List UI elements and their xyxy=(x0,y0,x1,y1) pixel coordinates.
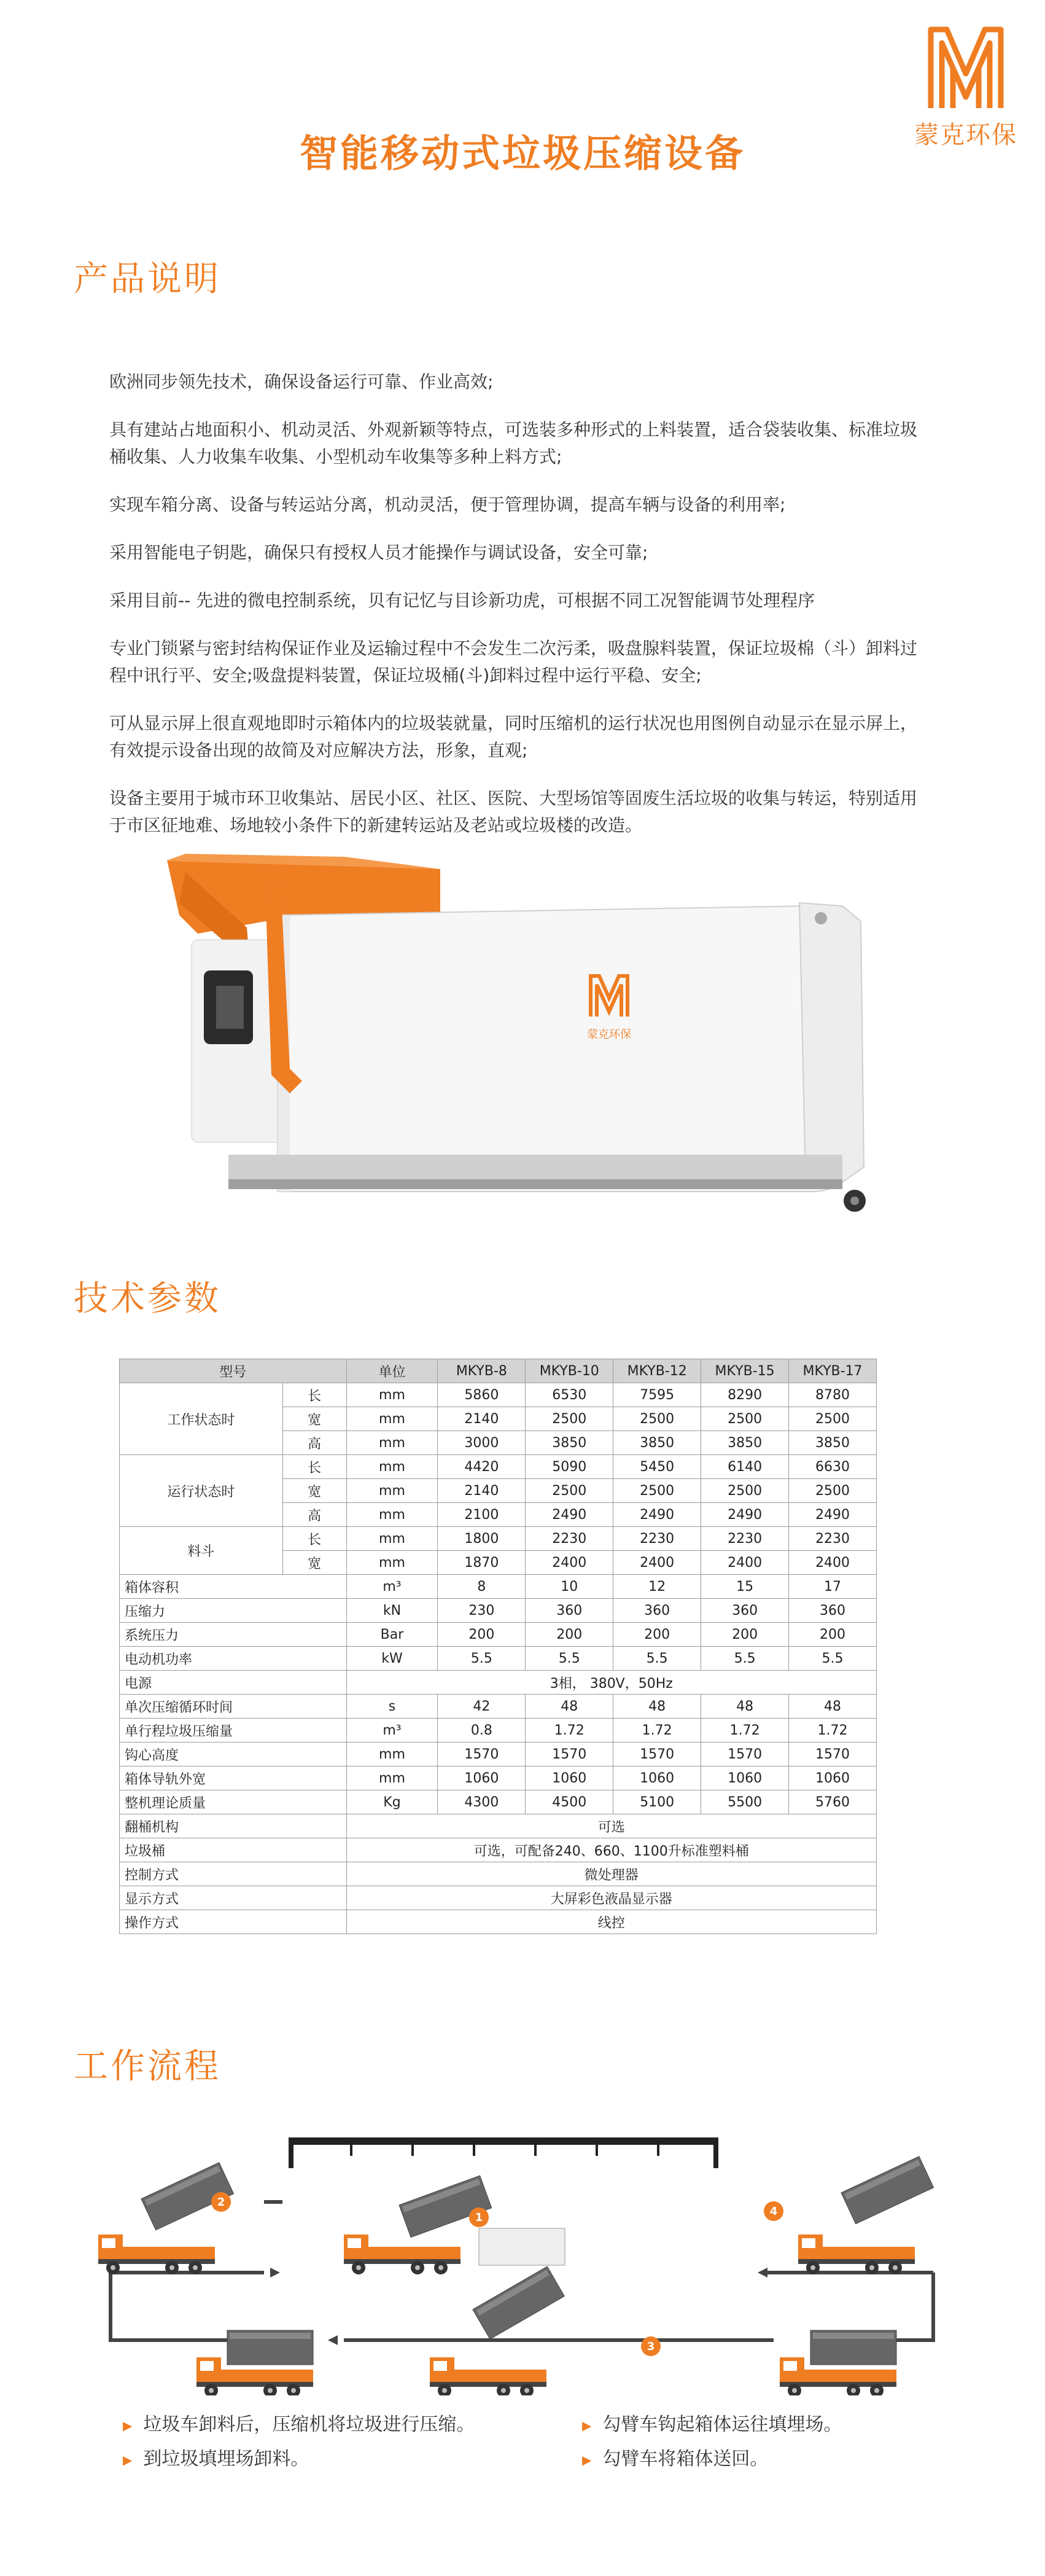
spec-value: 1.72 xyxy=(701,1719,789,1743)
spec-header-cell: MKYB-8 xyxy=(438,1359,526,1383)
spec-label: 系统压力 xyxy=(120,1623,347,1647)
brand-name: 蒙克环保 xyxy=(914,121,1017,149)
spec-span-value: 微处理器 xyxy=(346,1862,876,1886)
spec-value: 8 xyxy=(438,1575,526,1599)
table-row xyxy=(120,1383,877,1407)
description-paragraph: 专业门锁紧与密封结构保证作业及运输过程中不会发生二次污柔，吸盘腺料装置，保证垃圾棉（斗）卸料过程中讯行平、安全;吸盘提料装置，保证垃圾桶(斗)卸料过程中运行平稳、安全; xyxy=(109,638,918,685)
description-paragraph: 采用智能电子钥匙，确保只有授权人员才能操作与调试设备，安全可靠; xyxy=(109,542,648,563)
spec-unit: Kg xyxy=(346,1790,438,1814)
table-row xyxy=(120,1671,877,1695)
spec-header-cell: 型号 xyxy=(120,1359,347,1383)
spec-header-cell: MKYB-10 xyxy=(526,1359,613,1383)
spec-value: 1570 xyxy=(613,1743,701,1766)
spec-value: 2140 xyxy=(438,1479,526,1503)
process-captions-left xyxy=(123,2408,475,2476)
spec-group-label: 料斗 xyxy=(120,1527,283,1575)
spec-label: 电源 xyxy=(120,1671,347,1695)
spec-value: 2490 xyxy=(789,1503,877,1527)
spec-value: 1570 xyxy=(701,1743,789,1766)
spec-group-label: 工作状态时 xyxy=(120,1383,283,1455)
spec-value: 8780 xyxy=(789,1383,877,1407)
spec-value: 1800 xyxy=(438,1527,526,1551)
spec-value: 17 xyxy=(789,1575,877,1599)
spec-span-value: 可选 xyxy=(346,1814,876,1838)
spec-value: 2230 xyxy=(613,1527,701,1551)
spec-header-cell: MKYB-12 xyxy=(613,1359,701,1383)
description-block xyxy=(109,369,932,860)
triangle-bullet-icon: ▶ xyxy=(582,2452,592,2467)
triangle-bullet-icon: ▶ xyxy=(123,2418,133,2433)
spec-value: 2400 xyxy=(526,1551,613,1575)
spec-unit: kN xyxy=(346,1599,438,1623)
table-row xyxy=(120,1575,877,1599)
spec-label: 显示方式 xyxy=(120,1886,347,1910)
triangle-bullet-icon: ▶ xyxy=(123,2452,133,2467)
spec-sub-label: 长 xyxy=(282,1455,346,1479)
spec-value: 48 xyxy=(613,1695,701,1719)
spec-sub-label: 长 xyxy=(282,1383,346,1407)
spec-label: 电动机功率 xyxy=(120,1647,347,1671)
table-row xyxy=(120,1623,877,1647)
spec-header-row xyxy=(120,1359,877,1383)
table-row xyxy=(120,1599,877,1623)
spec-header-cell: 单位 xyxy=(346,1359,438,1383)
spec-value: 200 xyxy=(438,1623,526,1647)
spec-value: 200 xyxy=(701,1623,789,1647)
spec-value: 1060 xyxy=(789,1766,877,1790)
spec-value: 3850 xyxy=(789,1431,877,1455)
spec-value: 3850 xyxy=(613,1431,701,1455)
spec-unit: mm xyxy=(346,1766,438,1790)
spec-value: 2500 xyxy=(526,1407,613,1431)
spec-sub-label: 高 xyxy=(282,1431,346,1455)
spec-span-value: 线控 xyxy=(346,1910,876,1934)
spec-label: 垃圾桶 xyxy=(120,1838,347,1862)
spec-label: 操作方式 xyxy=(120,1910,347,1934)
spec-value: 360 xyxy=(789,1599,877,1623)
description-paragraph: 采用目前-- 先进的微电控制系统，贝有记忆与目诊新功虎，可根据不同工况智能调节处理程序 xyxy=(109,590,815,611)
spec-value: 5.5 xyxy=(789,1647,877,1671)
spec-value: 2500 xyxy=(613,1407,701,1431)
spec-group-label: 运行状态时 xyxy=(120,1455,283,1527)
spec-unit: Bar xyxy=(346,1623,438,1647)
description-paragraph: 可从显示屏上很直观地即时示箱体内的垃圾装就量，同时压缩机的运行状况也用图例自动显示在显示屏上，有效提示设备出现的故简及对应解决方法，形象，直观; xyxy=(109,713,918,760)
spec-value: 2500 xyxy=(789,1407,877,1431)
spec-value: 5.5 xyxy=(613,1647,701,1671)
spec-value: 1060 xyxy=(526,1766,613,1790)
spec-unit: mm xyxy=(346,1743,438,1766)
step-marker-2: 2 xyxy=(217,2196,225,2209)
spec-value: 1.72 xyxy=(789,1719,877,1743)
spec-value: 48 xyxy=(701,1695,789,1719)
spec-value: 1870 xyxy=(438,1551,526,1575)
spec-value: 5100 xyxy=(613,1790,701,1814)
spec-value: 5.5 xyxy=(701,1647,789,1671)
spec-value: 2500 xyxy=(701,1407,789,1431)
spec-value: 2500 xyxy=(789,1479,877,1503)
spec-value: 3850 xyxy=(526,1431,613,1455)
table-row xyxy=(120,1862,877,1886)
spec-value: 4300 xyxy=(438,1790,526,1814)
spec-unit: m³ xyxy=(346,1575,438,1599)
process-caption: ▶ 垃圾车卸料后，压缩机将垃圾进行压缩。 xyxy=(123,2414,475,2435)
spec-unit: mm xyxy=(346,1503,438,1527)
spec-value: 1060 xyxy=(613,1766,701,1790)
description-paragraph: 实现车箱分离、设备与转运站分离，机动灵活，便于管理协调，提高车辆与设备的利用率; xyxy=(109,494,786,515)
spec-value: 6530 xyxy=(526,1383,613,1407)
spec-label: 单次压缩循环时间 xyxy=(120,1695,347,1719)
spec-value: 48 xyxy=(789,1695,877,1719)
spec-value: 6140 xyxy=(701,1455,789,1479)
spec-value: 42 xyxy=(438,1695,526,1719)
spec-value: 5860 xyxy=(438,1383,526,1407)
spec-label: 整机理论质量 xyxy=(120,1790,347,1814)
spec-span-value: 大屏彩色液晶显示器 xyxy=(346,1886,876,1910)
spec-value: 360 xyxy=(526,1599,613,1623)
step-marker-3: 3 xyxy=(647,2340,655,2353)
spec-value: 2400 xyxy=(613,1551,701,1575)
spec-label: 箱体容积 xyxy=(120,1575,347,1599)
spec-unit: m³ xyxy=(346,1719,438,1743)
spec-value: 2400 xyxy=(789,1551,877,1575)
spec-value: 1.72 xyxy=(526,1719,613,1743)
section-title-specs: 技术参数 xyxy=(74,1279,221,1319)
spec-value: 6630 xyxy=(789,1455,877,1479)
spec-value: 2500 xyxy=(526,1479,613,1503)
description-paragraph: 具有建站占地面积小、机动灵活、外观新颖等特点，可选装多种形式的上料装置，适合袋装收集、标准垃圾桶收集、人力收集车收集、小型机动车收集等多种上料方式; xyxy=(109,420,918,467)
spec-span-value: 3相， 380V，50Hz xyxy=(346,1671,876,1695)
spec-value: 2490 xyxy=(613,1503,701,1527)
page-title: 智能移动式垃圾压缩设备 xyxy=(299,131,745,176)
spec-label: 压缩力 xyxy=(120,1599,347,1623)
table-row xyxy=(120,1647,877,1671)
spec-table xyxy=(119,1359,877,1934)
spec-value: 2500 xyxy=(613,1479,701,1503)
spec-value: 15 xyxy=(701,1575,789,1599)
spec-value: 7595 xyxy=(613,1383,701,1407)
spec-unit: mm xyxy=(346,1479,438,1503)
table-row xyxy=(120,1695,877,1719)
spec-value: 1570 xyxy=(526,1743,613,1766)
spec-value: 5090 xyxy=(526,1455,613,1479)
spec-value: 5.5 xyxy=(526,1647,613,1671)
spec-value: 2140 xyxy=(438,1407,526,1431)
spec-value: 2500 xyxy=(701,1479,789,1503)
spec-sub-label: 长 xyxy=(282,1527,346,1551)
spec-unit: mm xyxy=(346,1551,438,1575)
spec-value: 2230 xyxy=(701,1527,789,1551)
spec-span-value: 可选，可配备240、660、1100升标准塑料桶 xyxy=(346,1838,876,1862)
spec-unit: mm xyxy=(346,1455,438,1479)
spec-value: 2490 xyxy=(701,1503,789,1527)
spec-value: 2230 xyxy=(526,1527,613,1551)
spec-sub-label: 宽 xyxy=(282,1479,346,1503)
spec-value: 1.72 xyxy=(613,1719,701,1743)
spec-unit: s xyxy=(346,1695,438,1719)
table-row xyxy=(120,1838,877,1862)
brand-m-icon xyxy=(926,25,1006,111)
spec-value: 230 xyxy=(438,1599,526,1623)
spec-value: 4420 xyxy=(438,1455,526,1479)
spec-value: 2100 xyxy=(438,1503,526,1527)
triangle-bullet-icon: ▶ xyxy=(582,2418,592,2433)
table-row xyxy=(120,1766,877,1790)
table-row xyxy=(120,1719,877,1743)
spec-label: 单行程垃圾压缩量 xyxy=(120,1719,347,1743)
spec-value: 2490 xyxy=(526,1503,613,1527)
spec-value: 2400 xyxy=(701,1551,789,1575)
spec-value: 48 xyxy=(526,1695,613,1719)
table-row xyxy=(120,1455,877,1479)
process-caption: ▶ 到垃圾填埋场卸料。 xyxy=(123,2448,309,2470)
spec-value: 1570 xyxy=(438,1743,526,1766)
spec-header-cell: MKYB-17 xyxy=(789,1359,877,1383)
spec-value: 8290 xyxy=(701,1383,789,1407)
spec-value: 5760 xyxy=(789,1790,877,1814)
description-paragraph: 设备主要用于城市环卫收集站、居民小区、社区、医院、大型场馆等固废生活垃圾的收集与转运，特别适用于市区征地难、场地较小条件下的新建转运站及老站或垃圾楼的改造。 xyxy=(109,788,918,835)
spec-unit: mm xyxy=(346,1407,438,1431)
spec-value: 360 xyxy=(701,1599,789,1623)
spec-value: 4500 xyxy=(526,1790,613,1814)
process-diagram xyxy=(86,2137,958,2395)
spec-value: 1060 xyxy=(438,1766,526,1790)
table-row xyxy=(120,1910,877,1934)
spec-sub-label: 宽 xyxy=(282,1551,346,1575)
spec-unit: mm xyxy=(346,1527,438,1551)
table-row xyxy=(120,1743,877,1766)
table-row xyxy=(120,1814,877,1838)
spec-value: 200 xyxy=(526,1623,613,1647)
step-marker-4: 4 xyxy=(769,2205,778,2218)
spec-unit: mm xyxy=(346,1383,438,1407)
spec-sub-label: 高 xyxy=(282,1503,346,1527)
spec-header-cell: MKYB-15 xyxy=(701,1359,789,1383)
spec-value: 5450 xyxy=(613,1455,701,1479)
section-title-process: 工作流程 xyxy=(74,2047,221,2086)
table-row xyxy=(120,1790,877,1814)
spec-value: 5500 xyxy=(701,1790,789,1814)
spec-label: 翻桶机构 xyxy=(120,1814,347,1838)
spec-value: 3000 xyxy=(438,1431,526,1455)
process-caption: ▶ 勾臂车将箱体送回。 xyxy=(582,2448,769,2470)
description-paragraph: 欧洲同步领先技术，确保设备运行可靠、作业高效; xyxy=(109,372,494,392)
process-captions-right xyxy=(582,2408,842,2476)
table-row xyxy=(120,1886,877,1910)
spec-label: 箱体导轨外宽 xyxy=(120,1766,347,1790)
spec-value: 200 xyxy=(789,1623,877,1647)
step-marker-1: 1 xyxy=(475,2211,483,2224)
spec-value: 360 xyxy=(613,1599,701,1623)
spec-label: 钩心高度 xyxy=(120,1743,347,1766)
spec-value: 1570 xyxy=(789,1743,877,1766)
process-caption: ▶ 勾臂车钩起箱体运往填埋场。 xyxy=(582,2414,842,2435)
spec-unit: mm xyxy=(346,1431,438,1455)
spec-value: 0.8 xyxy=(438,1719,526,1743)
spec-label: 控制方式 xyxy=(120,1862,347,1886)
spec-value: 3850 xyxy=(701,1431,789,1455)
spec-sub-label: 宽 xyxy=(282,1407,346,1431)
spec-value: 1060 xyxy=(701,1766,789,1790)
spec-value: 200 xyxy=(613,1623,701,1647)
table-row xyxy=(120,1527,877,1551)
section-title-description: 产品说明 xyxy=(74,259,221,299)
spec-value: 2230 xyxy=(789,1527,877,1551)
spec-value: 12 xyxy=(613,1575,701,1599)
spec-unit: kW xyxy=(346,1647,438,1671)
spec-value: 10 xyxy=(526,1575,613,1599)
product-decal-text: 蒙克环保 xyxy=(587,1028,631,1041)
spec-value: 5.5 xyxy=(438,1647,526,1671)
product-photo xyxy=(161,848,879,1216)
